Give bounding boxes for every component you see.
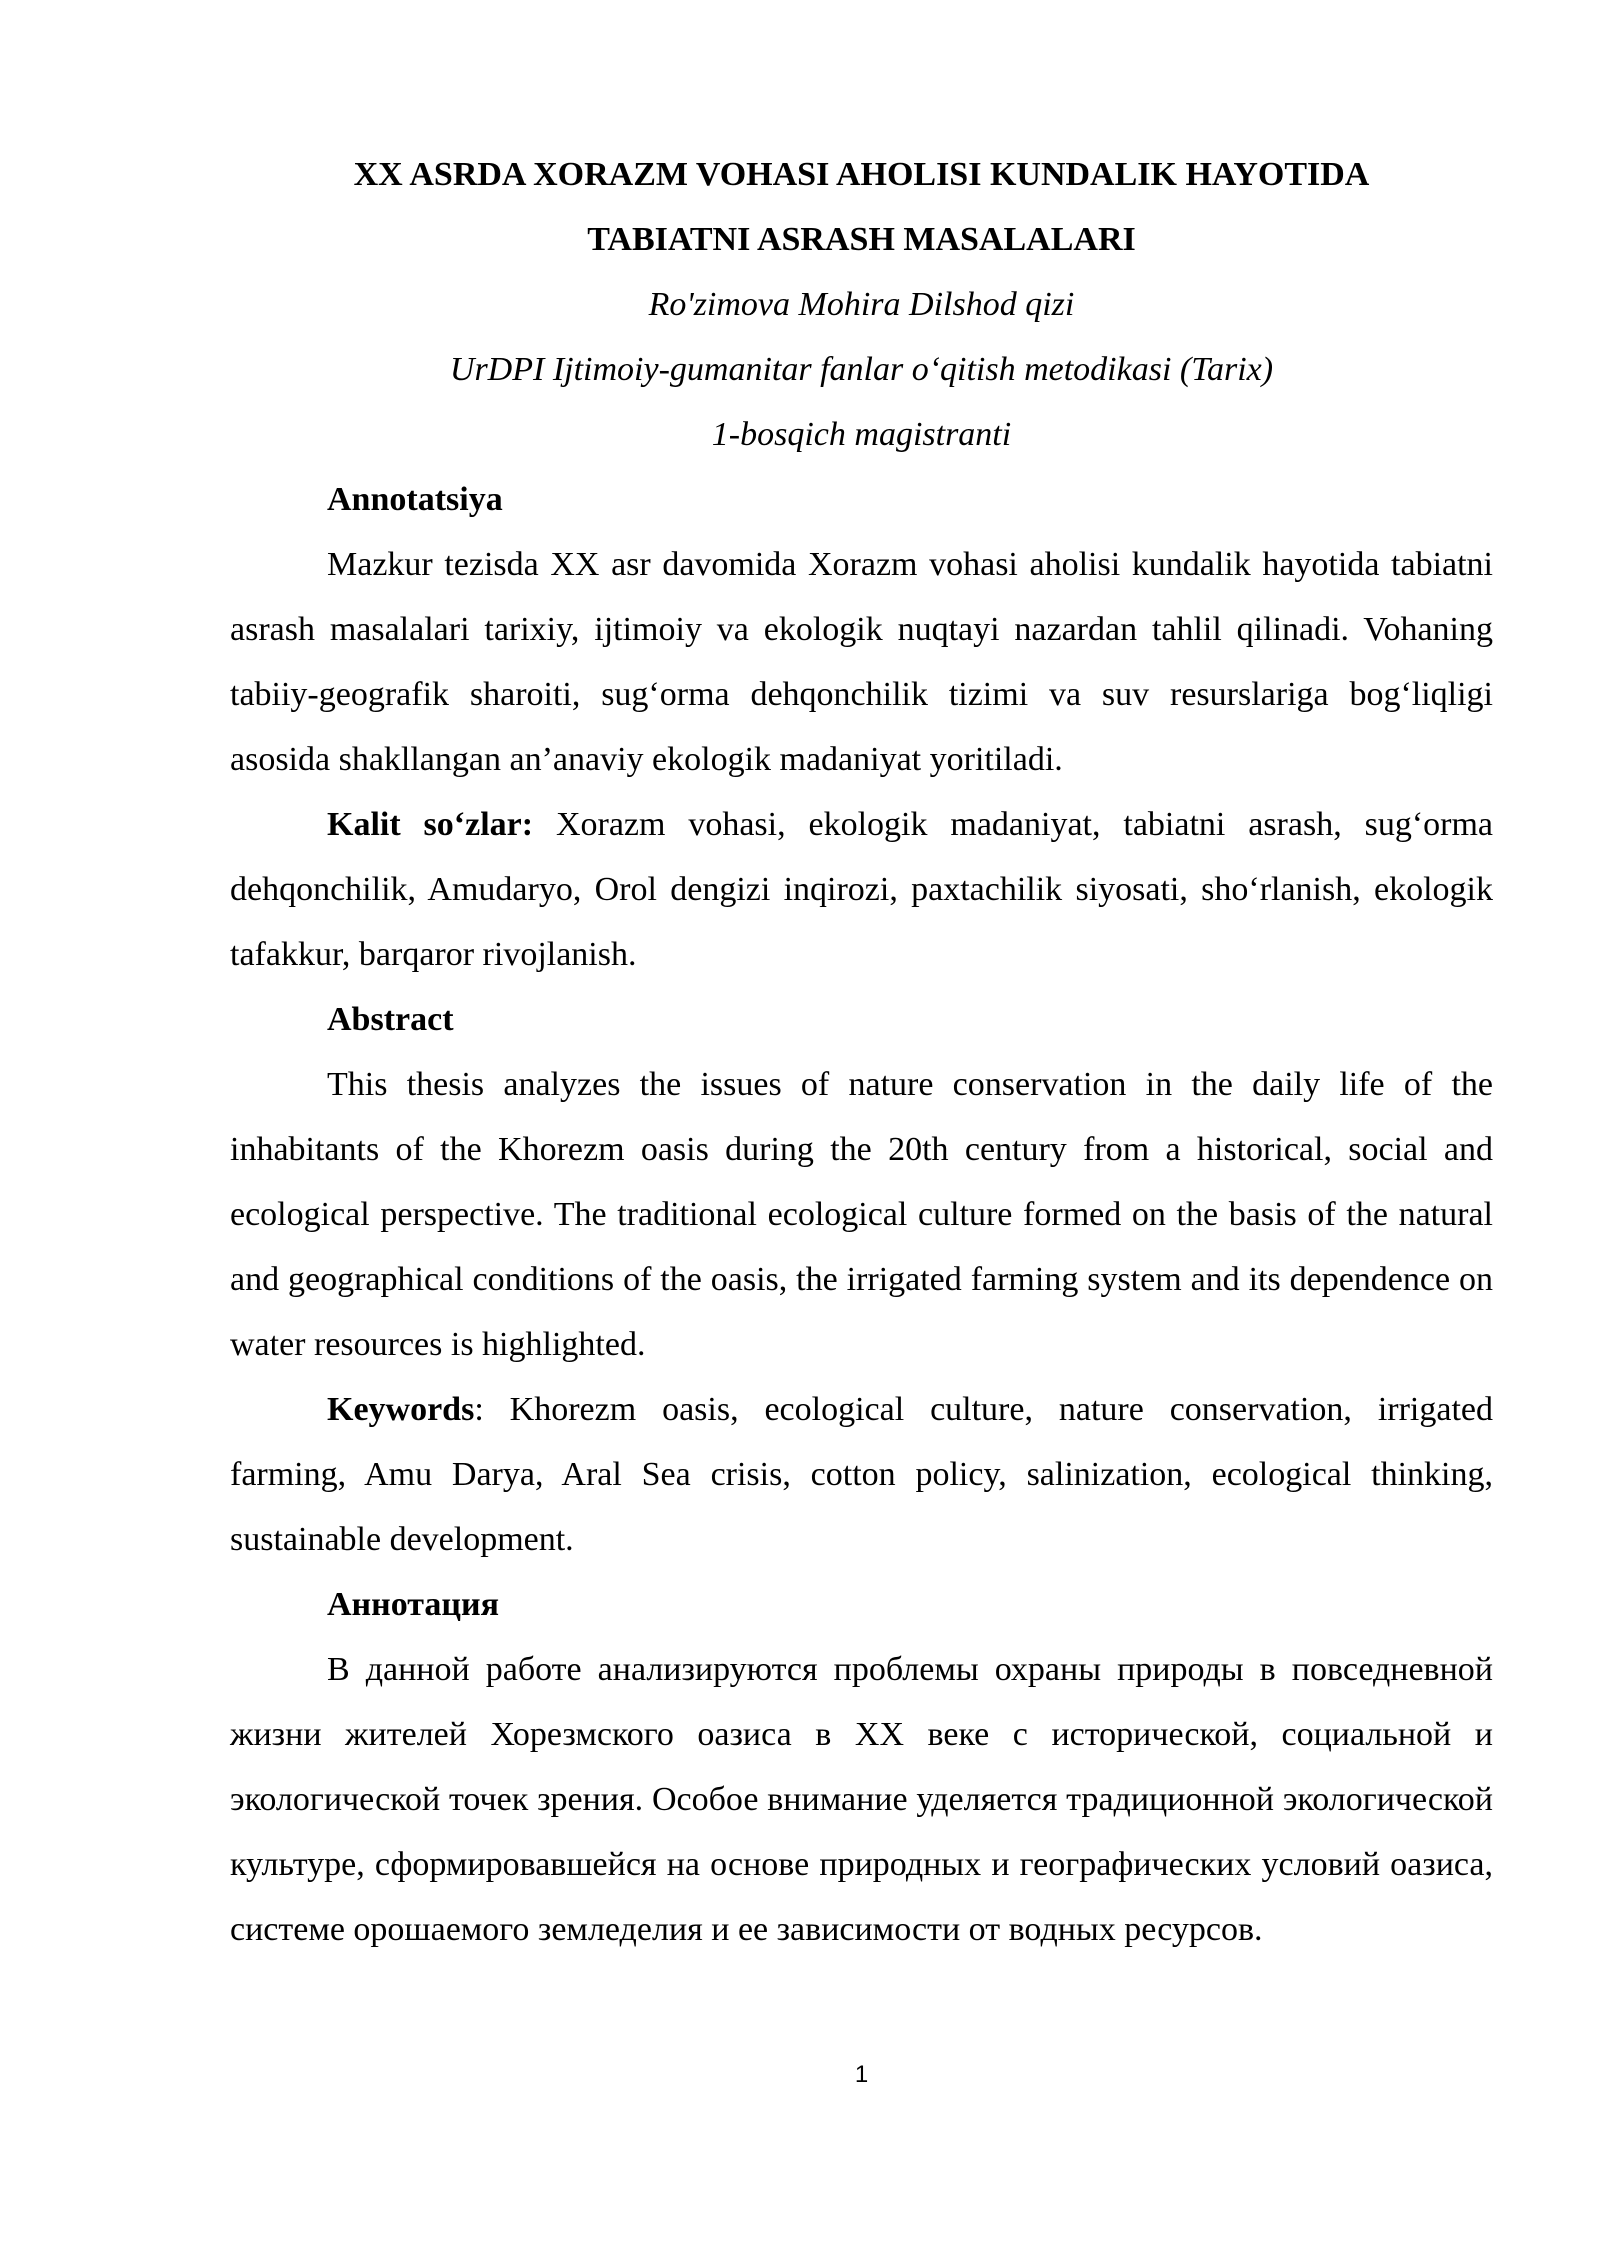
en-keywords [230,1377,1493,1572]
ru-abstract-heading: Аннотация [327,1586,499,1623]
en-abstract-text: This thesis analyzes the issues of nature conservation in the daily life of the inhabitants of the Khorezm oasis during the 20th century from a historical, social and ecological perspective. The traditional ecological culture formed on the basis of the natural and geographical conditions of the oasis, the irrigated farming system and its dependence on water resources is highlighted. [230,1066,1493,1363]
author-affiliation: UrDPI Ijtimoiy-gumanitar fanlar o‘qitish metodikasi (Tarix) [449,351,1274,388]
uz-abstract-heading: Annotatsiya [327,481,503,518]
uz-keywords [230,792,1493,987]
uz-abstract-text: Mazkur tezisda XX asr davomida Xorazm vohasi aholisi kundalik hayotida tabiatni asrash masalalari tarixiy, ijtimoiy va ekologik nuqtayi nazardan tahlil qilinadi. Vohaning tabiiy-geografik sharoiti, sug‘orma dehqonchilik tizimi va suv resurslariga bog‘liqligi asosida shakllangan an’anaviy ekologik madaniyat yoritiladi. [230,546,1493,778]
en-abstract-heading: Abstract [327,1001,454,1038]
page-content [230,142,1493,1962]
uz-keywords-text: Xorazm vohasi, ekologik madaniyat, tabiatni asrash, sug‘orma dehqonchilik, Amudaryo, Orol dengizi inqirozi, paxtachilik siyosati, sho‘rlanish, ekologik tafakkur, barqaror rivojlanish. [230,806,1493,973]
uz-keywords-label: Kalit so‘zlar: [327,806,534,843]
author-degree: 1-bosqich magistranti [711,416,1012,453]
en-keywords-label: Keywords [327,1391,475,1428]
title-line-1: XX ASRDA XORAZM VOHASI AHOLISI KUNDALIK HAYOTIDA [353,156,1370,193]
ru-abstract-text: В данной работе анализируются проблемы охраны природы в повседневной жизни жителей Хорезмского оазиса в XX веке с исторической, социальной и экологической точек зрения. Особое внимание уделяется традиционной экологической культуре, сформировавшейся на основе природных и географических условий оазиса, системе орошаемого земледелия и ее зависимости от водных ресурсов. [230,1651,1493,1948]
author-name: Ro'zimova Mohira Dilshod qizi [648,286,1075,323]
page-number: 1 [854,2061,869,2088]
en-keywords-text: : Khorezm oasis, ecological culture, nature conservation, irrigated farming, Amu Darya, Aral Sea crisis, cotton policy, salinization, ecological thinking, sustainable development. [230,1391,1493,1558]
title-line-2: TABIATNI ASRASH MASALALARI [587,221,1136,258]
